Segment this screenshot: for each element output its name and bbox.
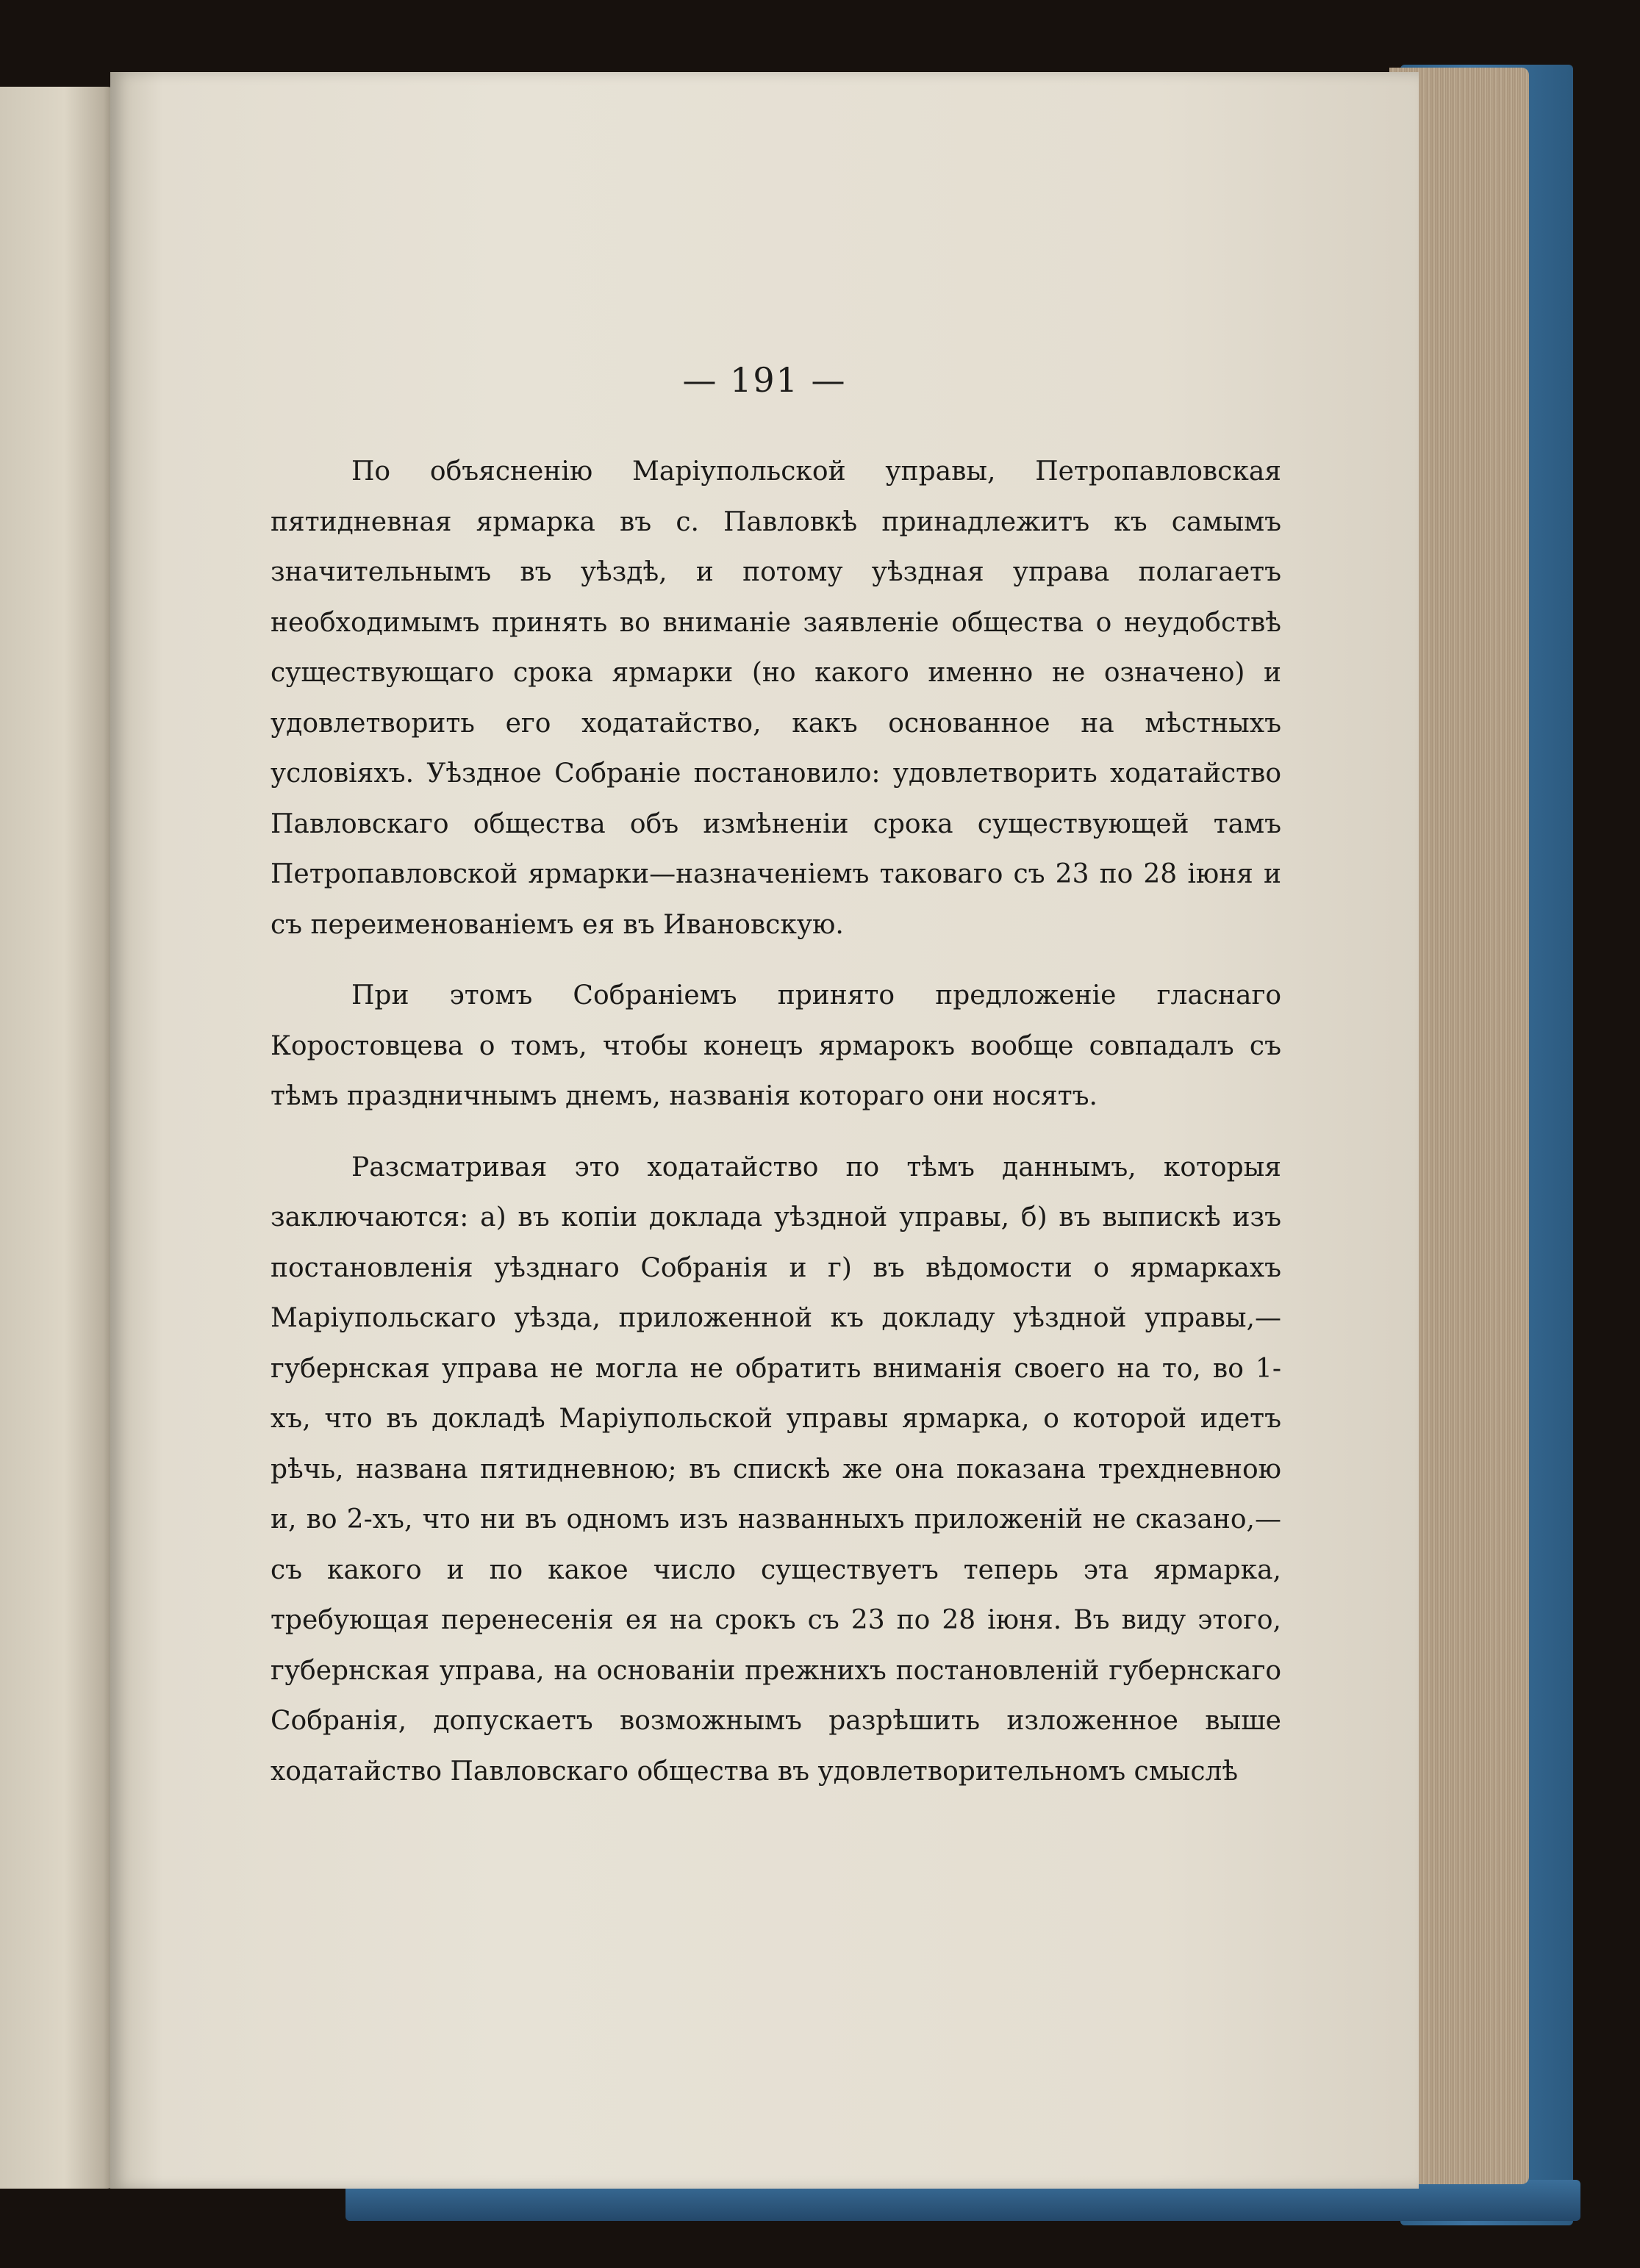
page-number: — 191 — [682, 360, 847, 400]
paragraph: Разсматривая это ходатайство по тѣмъ даннымъ, которыя заключаются: а) въ копіи доклада уѣздной управы, б) въ выпискѣ изъ постановленія уѣзднаго Собранія и г) въ вѣдомости о ярмаркахъ Маріупольскаго уѣзда, приложенной къ докладу уѣздной управы,—губернская управа не могла не обратить вниманія своего на то, во 1-хъ, что въ докладѣ Маріупольской управы ярмарка, о которой идетъ рѣчь, названа пятидневною; въ спискѣ же она показана трехдневною и, во 2-хъ, что ни въ одномъ изъ названныхъ приложеній не сказано,—съ какого и по какое число существуетъ теперь эта ярмарка, требующая перенесенія ея на срокъ съ 23 по 28 іюня. Въ виду этого, губернская управа, на основаніи прежнихъ постановленій губернскаго Собранія, допускаетъ возможнымъ разрѣшить изложенное выше ходатайство Павловскаго общества въ удовлетворительномъ смыслѣ [271, 1152, 1281, 1787]
paragraph: При этомъ Собраніемъ принято предложеніе гласнаго Коростовцева о томъ, чтобы конецъ ярмарокъ вообще совпадалъ съ тѣмъ праздничнымъ днемъ, названія котораго они носятъ. [271, 980, 1281, 1111]
body-text [271, 447, 1281, 1817]
left-page-edge [0, 87, 118, 2189]
paragraph: По объясненію Маріупольской управы, Петропавловская пятидневная ярмарка въ с. Павловкѣ принадлежитъ къ самымъ значительнымъ въ уѣздѣ, и потому уѣздная управа полагаетъ необходимымъ принять во вниманіе заявленіе общества о неудобствѣ существующаго срока ярмарки (но какого именно не означено) и удовлетворить его ходатайство, какъ основанное на мѣстныхъ условіяхъ. Уѣздное Собраніе постановило: удовлетворить ходатайство Павловскаго общества объ измѣненіи срока существующей тамъ Петропавловской ярмарки—назначеніемъ таковаго съ 23 по 28 іюня и съ переименованіемъ ея въ Ивановскую. [271, 456, 1281, 940]
right-page [110, 72, 1419, 2189]
